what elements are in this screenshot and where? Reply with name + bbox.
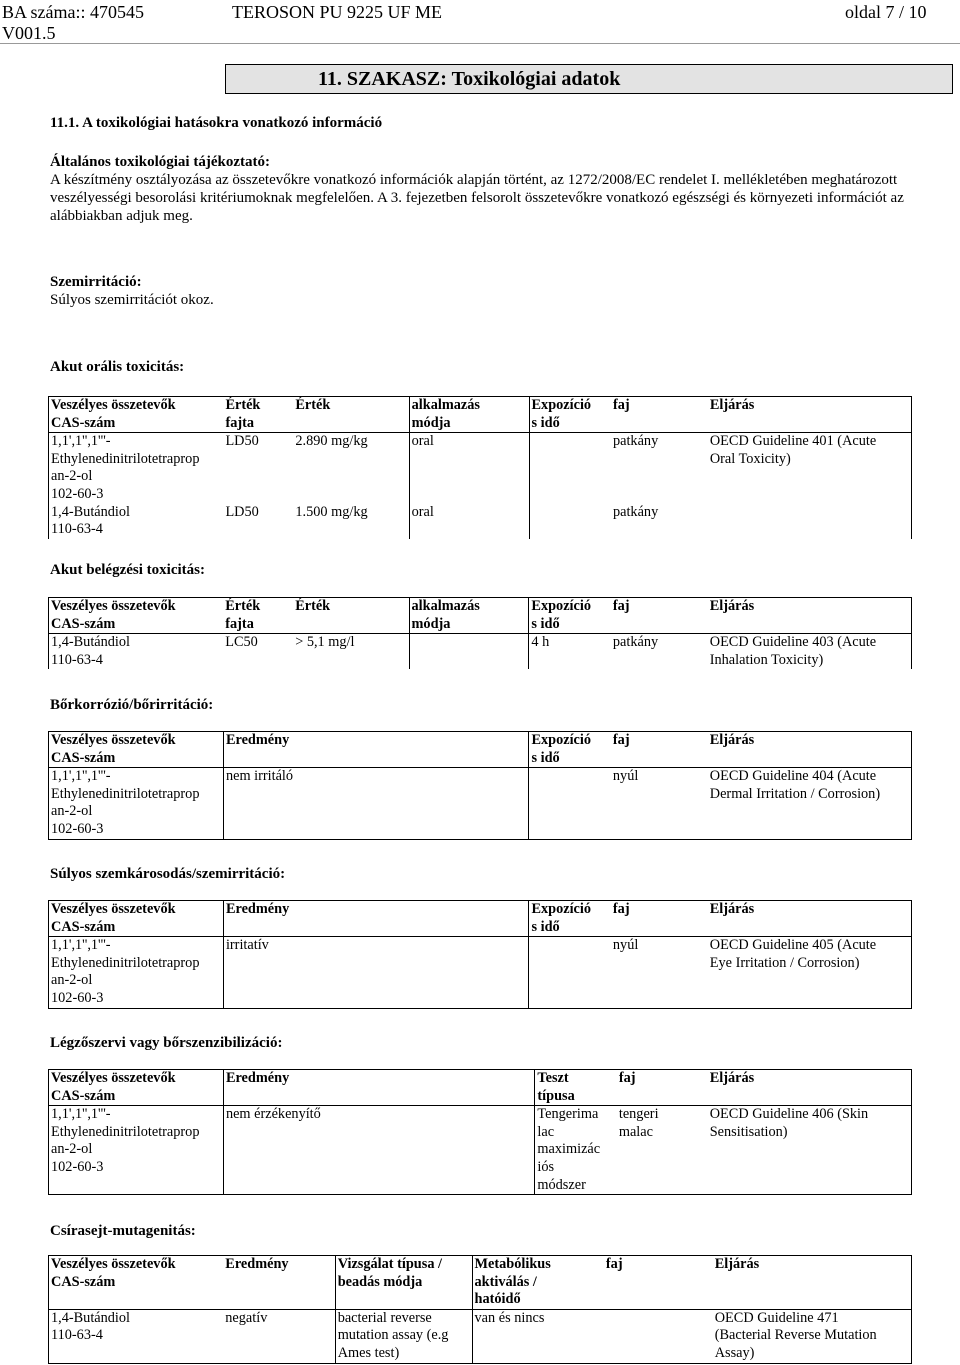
column-header: Metabólikus aktiválás / hatóidő — [472, 1256, 604, 1310]
section-title-bar — [225, 64, 953, 94]
subsection-heading: 11.1. A toxikológiai hatásokra vonatkozó információ — [50, 115, 383, 131]
table-cell: OECD Guideline 404 (Acute Dermal Irritation / Corrosion) — [709, 768, 881, 802]
table-cell — [409, 634, 529, 670]
table-cell: 4 h — [529, 634, 611, 670]
table-header-row — [49, 1256, 912, 1310]
table-cell: OECD Guideline 406 (Skin Sensitisation) — [709, 1106, 869, 1140]
column-header: Veszélyes összetevők CAS-szám — [51, 1256, 176, 1290]
table-cell: OECD Guideline 403 (Acute Inhalation Toxicity) — [709, 634, 877, 668]
table-cell: 1,4-Butándiol 110-63-4 — [51, 634, 131, 668]
oral-toxicity-table — [48, 396, 912, 539]
table-cell: 1,4-Butándiol 110-63-4 — [51, 1309, 131, 1344]
table-cell: LC50 — [225, 634, 258, 651]
table-cell — [529, 433, 611, 504]
general-heading: Általános toxikológiai tájékoztató: — [50, 154, 270, 170]
table-cell: 2.890 mg/kg — [295, 433, 368, 450]
version: V001.5 — [2, 23, 56, 43]
table-cell — [529, 768, 611, 839]
table-header-row — [49, 732, 912, 768]
column-header: Érték — [295, 397, 331, 413]
column-header: Expozíció s idő — [529, 732, 611, 768]
table-cell: nem érzékenyítő — [223, 1106, 534, 1195]
table-cell — [604, 1309, 713, 1363]
table-cell: 1,1',1'',1'''- Ethylenedinitrilotetraprop an-2-ol 102-60-3 — [51, 433, 200, 502]
skin-irritation-table — [48, 731, 912, 840]
inhal-heading: Akut belégzési toxicitás: — [50, 562, 205, 578]
table-row — [49, 768, 912, 839]
table-cell: oral — [409, 433, 529, 504]
table-cell: nem irritáló — [223, 768, 529, 839]
column-header: Eljárás — [709, 598, 755, 614]
column-header: Veszélyes összetevők CAS-szám — [51, 1070, 176, 1104]
table-cell: LD50 — [225, 503, 259, 520]
table-cell — [529, 937, 611, 1008]
table-cell: irritatív — [223, 937, 529, 1008]
table-row — [49, 1309, 912, 1363]
table-cell: 1,1',1'',1'''- Ethylenedinitrilotetraprop an-2-ol 102-60-3 — [51, 937, 200, 1006]
table-row — [49, 504, 912, 539]
table-cell: OECD Guideline 401 (Acute Oral Toxicity) — [709, 433, 877, 467]
column-header: alkalmazás módja — [409, 598, 529, 634]
column-header: Veszélyes összetevők CAS-szám — [51, 397, 176, 431]
column-header: Érték fajta — [225, 598, 261, 632]
column-header: faj — [618, 1070, 636, 1086]
ba-number: BA száma:: 470545 — [2, 2, 144, 22]
table-cell: 1,1',1'',1'''- Ethylenedinitrilotetraprop an-2-ol 102-60-3 — [51, 768, 200, 837]
table-cell — [708, 504, 912, 539]
column-header: faj — [612, 901, 630, 917]
column-header: Érték — [295, 598, 331, 614]
section-title: 11. SZAKASZ: Toxikológiai adatok — [318, 68, 621, 90]
table-row — [49, 937, 912, 1008]
page-number: oldal 7 / 10 — [845, 2, 927, 22]
sensitisation-heading: Légzőszervi vagy bőrszenzibilizáció: — [50, 1035, 283, 1051]
product-name: TEROSON PU 9225 UF ME — [232, 2, 443, 22]
table-cell: patkány — [612, 634, 659, 651]
table-cell: 1.500 mg/kg — [295, 503, 368, 520]
table-cell: > 5,1 mg/l — [295, 634, 355, 651]
column-header: Eljárás — [709, 397, 755, 413]
column-header: Eljárás — [709, 901, 755, 917]
column-header: faj — [612, 397, 630, 413]
column-header: Érték fajta — [225, 397, 261, 431]
column-header: Teszt típusa — [535, 1070, 617, 1106]
table-cell: LD50 — [225, 433, 259, 450]
column-header: Eredmény — [225, 1256, 289, 1272]
table-cell — [529, 504, 611, 539]
document-header — [0, 0, 960, 44]
eye-damage-table — [48, 900, 912, 1009]
mutagenicity-table — [48, 1255, 912, 1364]
table-cell: negatív — [225, 1309, 268, 1326]
eye-irritation-heading: Szemirritáció: — [50, 274, 142, 290]
table-cell: patkány — [612, 433, 659, 450]
column-header: Eljárás — [714, 1256, 760, 1272]
column-header: faj — [612, 732, 630, 748]
column-header: Veszélyes összetevők CAS-szám — [51, 901, 176, 935]
mutagenicity-heading: Csírasejt-mutagenitás: — [50, 1223, 196, 1239]
table-cell: tengeri malac — [618, 1106, 659, 1140]
table-header-row — [49, 901, 912, 937]
skin-heading: Bőrkorrózió/bőrirritáció: — [50, 697, 214, 713]
oral-heading: Akut orális toxicitás: — [50, 359, 185, 375]
column-header: Expozíció s idő — [529, 901, 611, 937]
column-header: Eredmény — [223, 1070, 534, 1106]
column-header: faj — [605, 1256, 623, 1272]
table-cell: 1,4-Butándiol 110-63-4 — [51, 503, 131, 538]
table-header-row — [49, 1070, 912, 1106]
column-header: Veszélyes összetevők CAS-szám — [51, 732, 176, 766]
column-header: Eljárás — [709, 1070, 755, 1086]
eye-damage-heading: Súlyos szemkárosodás/szemirritáció: — [50, 866, 286, 882]
column-header: Vizsgálat típusa / beadás módja — [335, 1256, 472, 1310]
table-cell: Tengerima lac maximizác iós módszer — [535, 1106, 617, 1195]
inhalation-toxicity-table — [48, 597, 912, 669]
table-cell: patkány — [612, 503, 659, 520]
general-text: A készítmény osztályozása az összetevőkre vonatkozó információk alapján történt, az 1272/2008/EC rendelet I. mellékletében meghatározott veszélyességi besorolási kritériumoknak megfelelően. A 3. fejezetben felsorolt összetevőkre vonatkozó egészségi és környezeti információt az alábbiakban adjuk meg. — [50, 172, 904, 224]
eye-irritation-text: Súlyos szemirritációt okoz. — [50, 292, 214, 308]
column-header: Eljárás — [709, 732, 755, 748]
table-cell: oral — [409, 504, 529, 539]
table-row — [49, 433, 912, 504]
column-header: Eredmény — [223, 732, 529, 768]
table-header-row — [49, 598, 912, 634]
table-cell: OECD Guideline 471 (Bacterial Reverse Mutation Assay) — [714, 1309, 877, 1361]
table-cell: OECD Guideline 405 (Acute Eye Irritation / Corrosion) — [709, 937, 877, 971]
column-header: alkalmazás módja — [409, 397, 529, 433]
header-divider — [0, 43, 960, 44]
table-cell: nyúl — [612, 937, 639, 954]
table-header-row — [49, 397, 912, 433]
table-cell: van és nincs — [472, 1309, 604, 1363]
column-header: Expozíció s idő — [529, 397, 611, 433]
table-row — [49, 1106, 912, 1195]
column-header: faj — [612, 598, 630, 614]
table-cell: nyúl — [612, 768, 639, 785]
column-header: Eredmény — [223, 901, 529, 937]
sensitisation-table — [48, 1069, 912, 1195]
table-cell: 1,1',1'',1'''- Ethylenedinitrilotetraprop an-2-ol 102-60-3 — [51, 1106, 200, 1175]
column-header: Veszélyes összetevők CAS-szám — [51, 598, 176, 632]
table-cell: bacterial reverse mutation assay (e.g Ames test) — [335, 1309, 472, 1363]
table-row — [49, 634, 912, 670]
column-header: Expozíció s idő — [529, 598, 611, 634]
